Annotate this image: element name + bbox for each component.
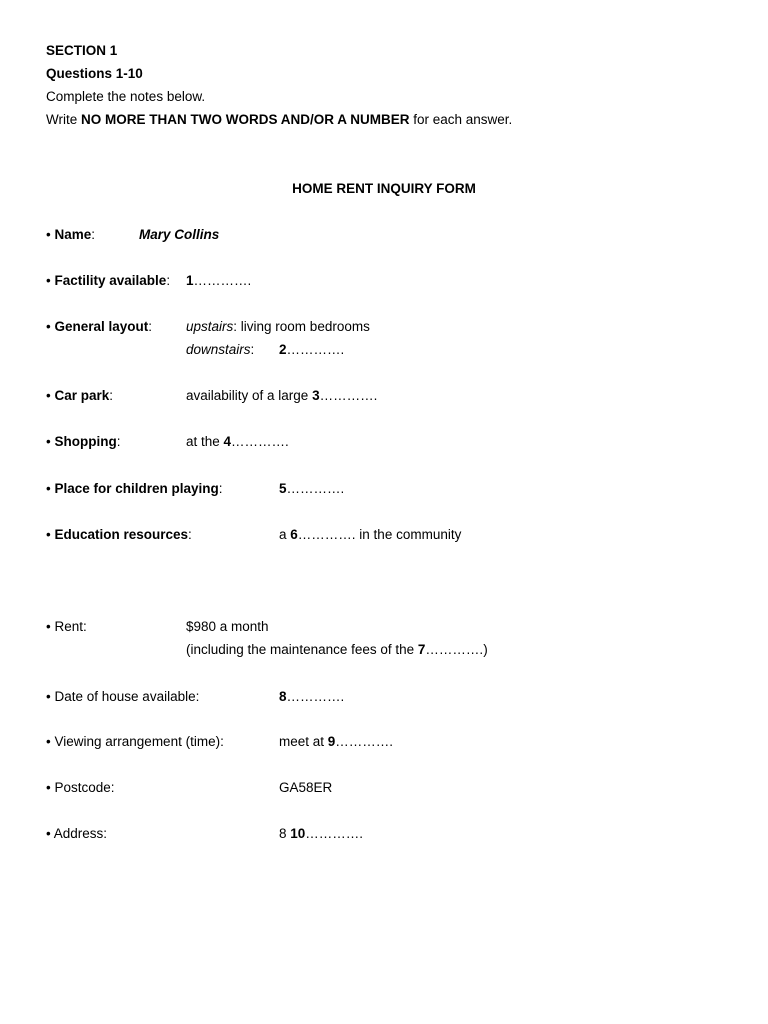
- question-number: 5: [279, 481, 287, 496]
- shopping-text: at the: [186, 434, 224, 449]
- education-post: in the community: [355, 527, 462, 542]
- blank-dots: ………….: [286, 342, 345, 357]
- question-number: 1: [186, 273, 194, 288]
- carpark-row: [46, 387, 113, 405]
- facility-row: [46, 272, 170, 290]
- viewing-text: meet at: [279, 734, 328, 749]
- section-heading: SECTION 1: [46, 43, 118, 58]
- answer-blank-6: [279, 526, 461, 544]
- postcode-row: [46, 779, 115, 797]
- address-row: [46, 825, 107, 843]
- bullet: •: [46, 619, 51, 634]
- facility-label: Factility available: [54, 273, 167, 288]
- colon: :: [218, 481, 223, 496]
- colon: :: [148, 319, 153, 334]
- bullet: •: [46, 780, 51, 795]
- education-pre: a: [279, 527, 291, 542]
- blank-dots: ………….: [305, 826, 364, 841]
- layout-row: [46, 318, 152, 336]
- bullet: •: [46, 481, 51, 496]
- questions-range: Questions 1-10: [46, 66, 143, 81]
- bullet: •: [46, 734, 51, 749]
- blank-dots: ………….: [319, 388, 378, 403]
- address-text: 8: [279, 826, 291, 841]
- blank-dots: ………….: [286, 481, 345, 496]
- colon: :: [91, 227, 96, 242]
- downstairs-label-text: downstairs: [186, 342, 251, 357]
- rent-label: Rent:: [54, 619, 87, 634]
- carpark-text: availability of a large: [186, 388, 313, 403]
- upstairs-value: : living room bedrooms: [233, 319, 370, 334]
- education-label: Education resources: [54, 527, 189, 542]
- bullet: •: [46, 689, 51, 704]
- answer-blank-9: [279, 733, 393, 751]
- colon: :: [166, 273, 171, 288]
- children-label: Place for children playing: [54, 481, 219, 496]
- layout-upstairs: [186, 318, 370, 336]
- viewing-row: [46, 733, 224, 751]
- question-number: 7: [417, 642, 426, 657]
- bullet: •: [46, 826, 51, 841]
- answer-blank-1: [186, 272, 251, 290]
- date-row: [46, 688, 199, 706]
- answer-blank-7: [186, 641, 488, 659]
- answer-blank-5: [279, 480, 344, 498]
- answer-blank-3: [186, 387, 377, 405]
- blank-dots: ………….: [425, 642, 484, 657]
- instruction-each-answer: for each answer.: [409, 112, 513, 127]
- instruction-word-limit: [46, 111, 512, 129]
- carpark-label: Car park: [54, 388, 110, 403]
- answer-blank-2: [279, 341, 344, 359]
- question-number: 9: [327, 734, 336, 749]
- colon: :: [250, 342, 255, 357]
- address-label: Address:: [53, 826, 108, 841]
- instruction-complete-notes: Complete the notes below.: [46, 89, 206, 104]
- downstairs-label: [186, 341, 254, 359]
- bullet: •: [46, 388, 51, 403]
- answer-blank-8: [279, 688, 344, 706]
- shopping-label: Shopping: [54, 434, 117, 449]
- blank-dots: ………….: [297, 527, 356, 542]
- rent-value: $980 a month: [186, 619, 269, 634]
- bullet: •: [46, 273, 51, 288]
- bullet: •: [46, 319, 51, 334]
- colon: :: [109, 388, 114, 403]
- name-label: [46, 226, 95, 244]
- question-number: 6: [290, 527, 298, 542]
- question-number: 10: [290, 826, 306, 841]
- instruction-limit: NO MORE THAN TWO WORDS AND/OR A NUMBER: [81, 112, 410, 127]
- layout-label: General layout: [54, 319, 149, 334]
- postcode-value: GA58ER: [279, 780, 333, 795]
- shopping-row: [46, 433, 121, 451]
- name-label-text: Name: [54, 227, 92, 242]
- bullet: •: [46, 527, 51, 542]
- blank-dots: ………….: [231, 434, 289, 449]
- rent-note-close: ): [483, 642, 488, 657]
- education-row: [46, 526, 192, 544]
- question-number: 3: [312, 388, 320, 403]
- upstairs-label: upstairs: [186, 319, 234, 334]
- question-number: 4: [223, 434, 232, 449]
- question-number: 8: [279, 689, 287, 704]
- children-row: [46, 480, 223, 498]
- bullet: •: [46, 227, 51, 242]
- answer-blank-10: [279, 825, 363, 843]
- answer-blank-4: [186, 433, 289, 451]
- rent-row: [46, 618, 87, 636]
- blank-dots: ………….: [286, 689, 345, 704]
- name-value: Mary Collins: [139, 227, 220, 242]
- instruction-write: Write: [46, 112, 82, 127]
- blank-dots: ………….: [193, 273, 252, 288]
- question-number: 2: [279, 342, 287, 357]
- rent-note: (including the maintenance fees of the: [186, 642, 418, 657]
- colon: :: [188, 527, 192, 542]
- viewing-label: Viewing arrangement (time):: [54, 734, 224, 749]
- colon: :: [116, 434, 121, 449]
- blank-dots: ………….: [335, 734, 394, 749]
- date-label: Date of house available:: [54, 689, 200, 704]
- postcode-label: Postcode:: [54, 780, 115, 795]
- bullet: •: [46, 434, 51, 449]
- form-title: HOME RENT INQUIRY FORM: [292, 181, 476, 196]
